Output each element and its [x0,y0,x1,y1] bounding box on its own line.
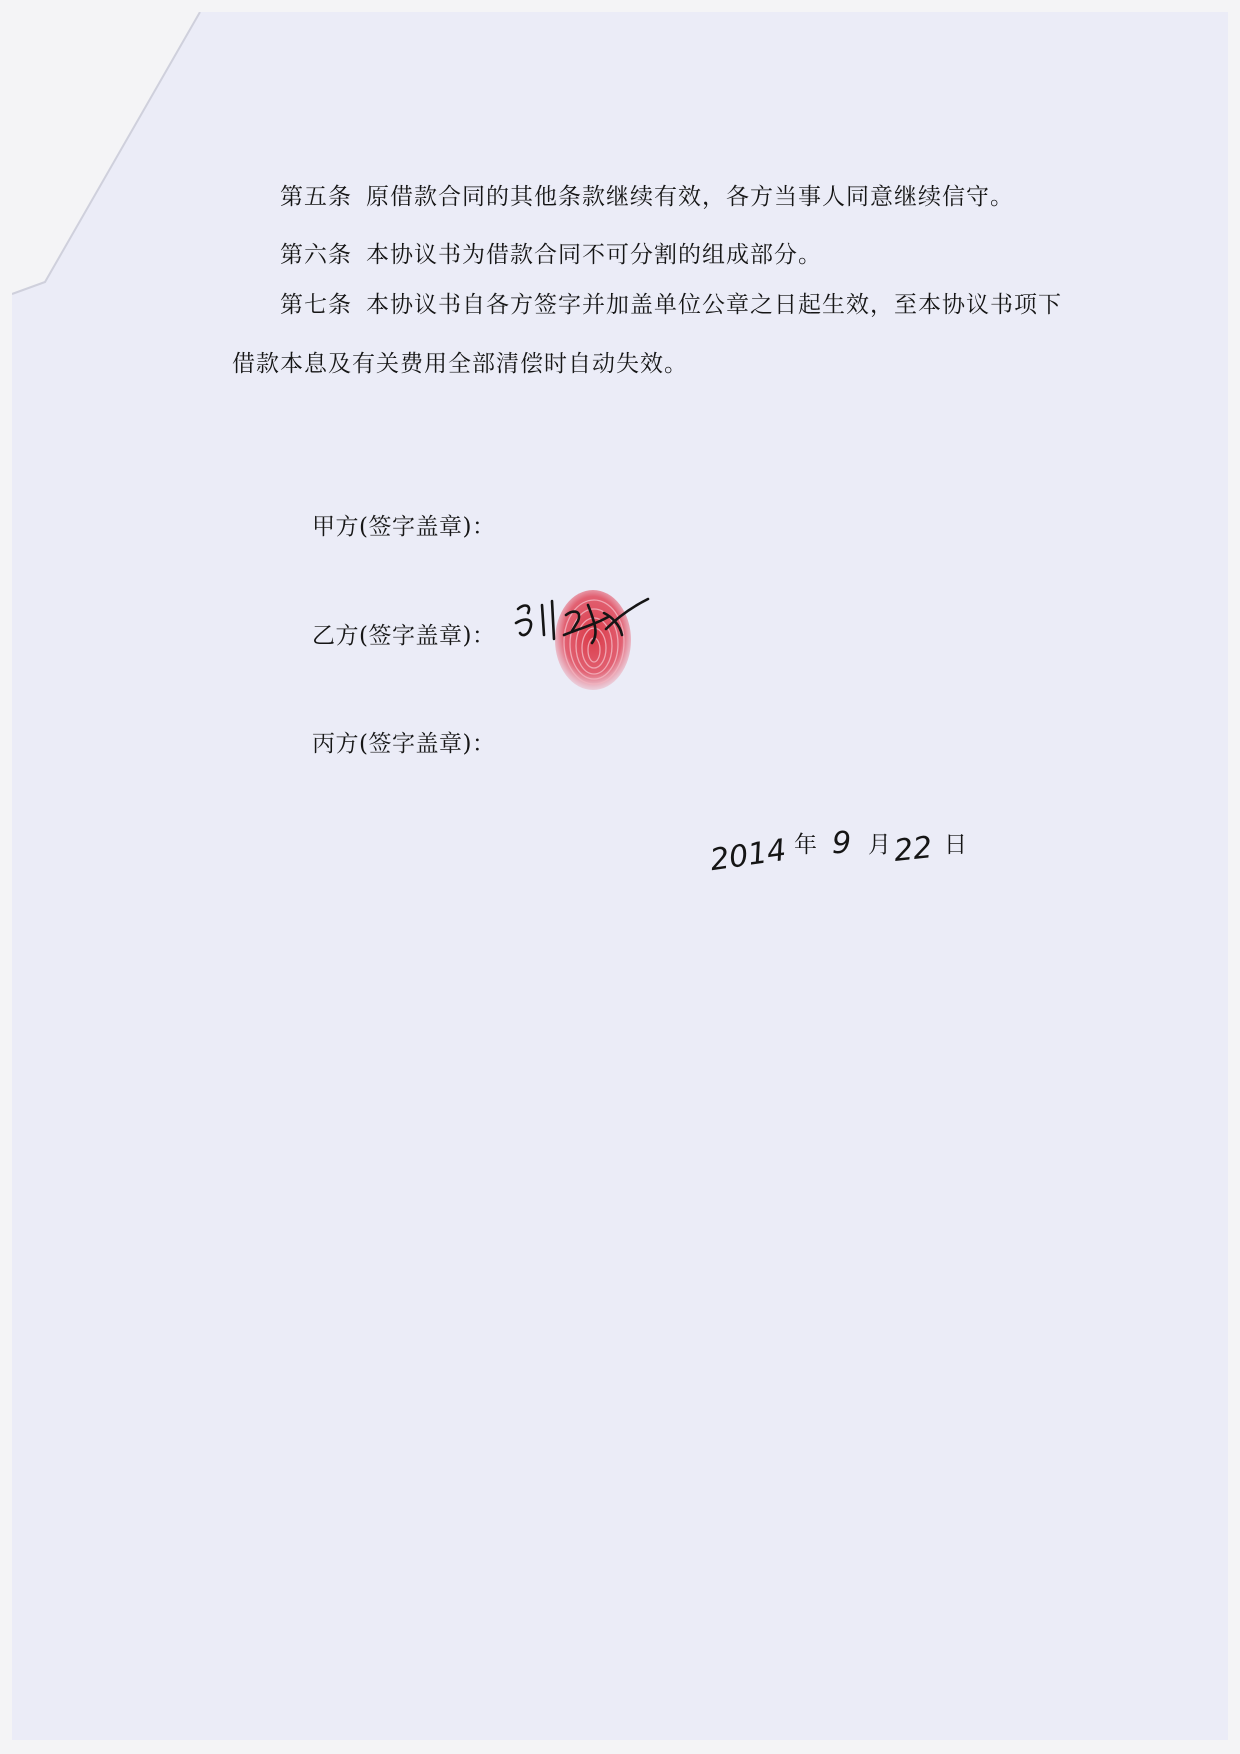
party-a-signature-line: 甲方(签字盖章)： [312,514,496,540]
clause-7-label: 第七条 [280,292,352,318]
clause-5-label: 第五条 [280,184,352,210]
clause-6-text: 本协议书为借款合同不可分割的组成部分。 [366,242,822,268]
date-day-unit: 日 [944,832,967,858]
clause-6 [280,236,822,269]
clause-5-text: 原借款合同的其他条款继续有效，各方当事人同意继续信守。 [366,184,1014,210]
clause-7-text: 本协议书自各方签字并加盖单位公章之日起生效，至本协议书项下 [366,292,1062,318]
date-month-unit: 月 [868,832,891,858]
party-b-handwritten-signature [512,595,652,655]
clause-7 [280,286,1062,319]
clause-7-continuation: 借款本息及有关费用全部清偿时自动失效。 [232,351,688,377]
date-year-handwritten: 2014 [707,832,789,879]
party-c-signature-line: 丙方(签字盖章)： [312,731,496,757]
paper-sheet [12,12,1228,1740]
date-month-handwritten: 9 [832,826,852,861]
date-day-handwritten: 22 [892,830,934,869]
clause-6-label: 第六条 [280,242,352,268]
date-year-unit: 年 [794,832,817,858]
party-b-signature-line: 乙方(签字盖章)： [312,623,496,649]
clause-5 [280,178,1014,211]
